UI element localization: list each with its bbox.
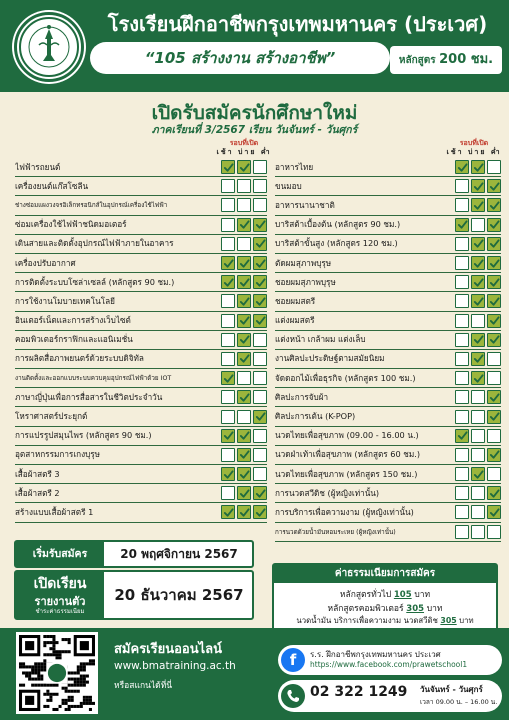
session-checkbox-afternoon (471, 294, 485, 308)
course-row (275, 465, 501, 484)
session-checkbox-afternoon (471, 410, 485, 424)
session-checkboxes (455, 256, 501, 270)
course-row (275, 331, 501, 350)
course-row (15, 388, 267, 407)
session-checkboxes (221, 160, 267, 174)
session-checkbox-evening (487, 448, 501, 462)
session-checkbox-afternoon (471, 352, 485, 366)
session-checkbox-evening (253, 486, 267, 500)
session-checkbox-morning (221, 314, 235, 328)
session-checkbox-evening (487, 390, 501, 404)
course-name: อาหารไทย (275, 161, 314, 172)
session-checkbox-evening (253, 294, 267, 308)
phone-icon (281, 684, 305, 708)
session-checkbox-evening (253, 333, 267, 347)
session-checkboxes (455, 371, 501, 385)
course-name: งานศิลปะประดิษฐ์ตามสมัยนิยม (275, 353, 385, 364)
session-checkboxes (221, 410, 267, 424)
session-checkbox-evening (487, 198, 501, 212)
course-row (15, 273, 267, 292)
office-days: วันจันทร์ - วันศุกร์ (420, 685, 483, 694)
course-list-left (15, 158, 267, 523)
session-checkboxes (221, 429, 267, 443)
course-name: ศิลปะการจับผ้า (275, 391, 329, 402)
session-checkbox-afternoon (237, 448, 251, 462)
phone-number[interactable]: 02 322 1249 (310, 684, 408, 700)
course-name: แต่งหน้า เกล้าผม แต่งเล็บ (275, 334, 366, 345)
session-checkbox-afternoon (237, 486, 251, 500)
session-checkbox-morning (221, 467, 235, 481)
session-checkbox-evening (253, 237, 267, 251)
course-name: โหราศาสตร์ประยุกต์ (15, 411, 88, 422)
session-checkbox-afternoon (471, 371, 485, 385)
course-row (15, 196, 267, 215)
session-checkbox-afternoon (237, 314, 251, 328)
session-checkbox-morning (455, 505, 469, 519)
website-link[interactable]: www.bmatraining.ac.th (114, 660, 236, 672)
session-checkbox-evening (487, 371, 501, 385)
course-row (275, 235, 501, 254)
left-column-header (216, 139, 272, 157)
session-checkbox-morning (455, 448, 469, 462)
course-name: เสื้อผ้าสตรี 3 (15, 468, 60, 479)
course-hours-badge (390, 46, 502, 74)
course-name: การนวดด้วยน้ำมันหอมระเหย (ผู้หญิงเท่านั้น) (275, 528, 396, 536)
session-checkbox-evening (487, 314, 501, 328)
course-row (275, 388, 501, 407)
session-checkbox-evening (253, 256, 267, 270)
session-checkbox-afternoon (471, 525, 485, 539)
session-checkbox-evening (487, 352, 501, 366)
session-checkbox-morning (455, 218, 469, 232)
session-checkbox-afternoon (471, 275, 485, 289)
session-checkbox-evening (253, 352, 267, 366)
session-checkbox-morning (221, 275, 235, 289)
session-checkboxes (221, 256, 267, 270)
session-checkbox-morning (455, 237, 469, 251)
course-row (15, 177, 267, 196)
session-checkbox-afternoon (237, 294, 251, 308)
session-checkbox-evening (253, 160, 267, 174)
office-hours: เวลา 09.00 น. – 16.00 น. (420, 698, 498, 706)
course-name: ชอยผมสตรี (275, 295, 316, 306)
course-name: ศิลปะการเต้น (K-POP) (275, 411, 356, 422)
session-checkbox-morning (455, 198, 469, 212)
session-checkboxes (221, 218, 267, 232)
session-checkboxes (455, 505, 501, 519)
session-checkboxes (221, 371, 267, 385)
session-checkbox-morning (455, 275, 469, 289)
session-checkbox-evening (253, 275, 267, 289)
session-checkbox-afternoon (471, 505, 485, 519)
school-name: โรงเรียนฝึกอาชีพกรุงเทพมหานคร (ประเวศ) (107, 12, 488, 36)
course-name: นวดไทยเพื่อสุขภาพ (หลักสูตร 150 ชม.) (275, 468, 418, 479)
session-checkbox-evening (253, 179, 267, 193)
class-start-label (16, 572, 104, 618)
school-seal-logo (14, 12, 84, 82)
registration-box (14, 540, 254, 568)
session-checkbox-morning (455, 525, 469, 539)
session-checkbox-morning (455, 352, 469, 366)
session-checkbox-afternoon (471, 314, 485, 328)
session-checkboxes (221, 390, 267, 404)
course-row (275, 503, 501, 522)
session-checkbox-evening (487, 237, 501, 251)
course-name: คอมพิวเตอร์กราฟิกและแอนิเมชั่น (15, 334, 133, 345)
session-checkbox-evening (253, 505, 267, 519)
course-name: บาริสต้าขั้นสูง (หลักสูตร 120 ชม.) (275, 238, 398, 249)
qr-code-icon (19, 635, 95, 711)
session-checkboxes (221, 294, 267, 308)
course-row (15, 369, 267, 388)
fee-line-computer: หลักสูตรคอมพิวเตอร์ 305 บาท (327, 604, 443, 614)
session-checkbox-evening (487, 256, 501, 270)
session-checkbox-afternoon (237, 198, 251, 212)
session-checkboxes (221, 275, 267, 289)
session-checkbox-morning (221, 371, 235, 385)
course-name: เดินสายและติดตั้งอุปกรณ์ไฟฟ้าภายในอาคาร (15, 238, 174, 249)
session-checkbox-afternoon (471, 467, 485, 481)
course-row (15, 235, 267, 254)
session-checkbox-evening (253, 314, 267, 328)
course-name: เครื่องปรับอากาศ (15, 257, 76, 268)
session-checkbox-evening (253, 448, 267, 462)
right-column-header (446, 139, 502, 157)
session-checkboxes (221, 237, 267, 251)
course-row (275, 369, 501, 388)
course-name: อินเตอร์เน็ตและการสร้างเว็บไซต์ (15, 315, 131, 326)
session-checkbox-evening (487, 294, 501, 308)
session-checkbox-evening (487, 486, 501, 500)
fee-line-massage: นวดน้ำมัน บริการเพื่อความงาม นวดสวีดิช 305 บาท (296, 616, 474, 625)
session-checkbox-evening (253, 218, 267, 232)
course-name: แต่งผมสตรี (275, 315, 315, 326)
course-row (275, 292, 501, 311)
course-row (275, 484, 501, 503)
session-checkbox-afternoon (471, 237, 485, 251)
facebook-contact[interactable] (278, 645, 502, 675)
course-name: เครื่องยนต์แก๊สโซลีน (15, 180, 89, 191)
course-row (15, 158, 267, 177)
course-name: การผลิตสื่อภาพยนตร์ด้วยระบบดิจิทัล (15, 353, 144, 364)
class-start-box (14, 570, 254, 620)
session-checkbox-afternoon (237, 179, 251, 193)
fees-title: ค่าธรรมเนียมการสมัคร (274, 565, 496, 583)
session-checkbox-evening (487, 525, 501, 539)
session-checkboxes (221, 448, 267, 462)
session-checkbox-evening (487, 218, 501, 232)
class-start-date: 20 ธันวาคม 2567 (114, 586, 244, 604)
session-checkbox-evening (253, 371, 267, 385)
session-checkboxes (455, 160, 501, 174)
course-name: จัดดอกไม้เพื่อธุรกิจ (หลักสูตร 100 ชม.) (275, 372, 416, 383)
course-name: การใช้งานโมบายเทคโนโลยี (15, 295, 115, 306)
course-name: นวดไทยเพื่อสุขภาพ (09.00 - 16.00 น.) (275, 430, 419, 441)
course-row (15, 446, 267, 465)
course-name: ช่างซ่อมแผงวงจรอิเล็กทรอนิกส์ในอุปกรณ์เครื่องใช้ไฟฟ้า (15, 202, 168, 210)
session-checkbox-evening (253, 410, 267, 424)
course-name: ภาษาญี่ปุ่นเพื่อการสื่อสารในชีวิตประจำวัน (15, 391, 163, 402)
course-row (275, 312, 501, 331)
session-checkboxes (455, 294, 501, 308)
course-row (275, 158, 501, 177)
fees-box (272, 563, 498, 633)
course-row (15, 331, 267, 350)
session-checkbox-morning (455, 371, 469, 385)
course-row (15, 407, 267, 426)
course-row (15, 312, 267, 331)
session-checkbox-afternoon (471, 448, 485, 462)
course-row (15, 465, 267, 484)
course-name: การบริการเพื่อความงาม (ผู้หญิงเท่านั้น) (275, 506, 414, 517)
course-row (275, 427, 501, 446)
session-checkboxes (221, 198, 267, 212)
session-checkboxes (221, 505, 267, 519)
session-checkbox-evening (487, 410, 501, 424)
hours-value: 200 ชม. (439, 52, 494, 67)
session-checkbox-afternoon (237, 371, 251, 385)
slogan-banner: “105 สร้างงาน สร้างอาชีพ” (90, 42, 390, 74)
course-row (275, 177, 501, 196)
session-checkbox-morning (455, 179, 469, 193)
session-checkboxes (455, 486, 501, 500)
course-name: การติดตั้งระบบโซล่าเซลล์ (หลักสูตร 90 ชม.) (15, 276, 175, 287)
session-checkbox-morning (221, 198, 235, 212)
session-checkbox-morning (221, 256, 235, 270)
qr-code[interactable] (16, 632, 98, 714)
session-checkbox-afternoon (471, 179, 485, 193)
course-row (275, 407, 501, 426)
session-checkbox-morning (221, 505, 235, 519)
session-checkbox-afternoon (237, 237, 251, 251)
slots-label: เช้า บ่าย ค่ำ (446, 148, 502, 156)
session-checkbox-morning (455, 467, 469, 481)
session-checkbox-afternoon (471, 429, 485, 443)
session-checkboxes (221, 352, 267, 366)
course-name: อาหารนานาชาติ (275, 199, 335, 210)
registration-date: 20 พฤศจิกายน 2567 (120, 547, 238, 561)
session-checkboxes (455, 352, 501, 366)
session-checkbox-morning (221, 237, 235, 251)
session-checkboxes (455, 429, 501, 443)
session-checkbox-afternoon (471, 218, 485, 232)
session-checkboxes (455, 467, 501, 481)
session-checkbox-evening (253, 467, 267, 481)
scan-text: หรือสแกนได้ที่นี่ (114, 681, 173, 691)
session-checkboxes (221, 179, 267, 193)
session-checkbox-morning (455, 333, 469, 347)
session-checkboxes (455, 410, 501, 424)
session-checkboxes (221, 333, 267, 347)
session-checkboxes (455, 198, 501, 212)
course-name: ไฟฟ้ารถยนต์ (15, 161, 61, 172)
course-name: การนวดสวีดิช (ผู้หญิงเท่านั้น) (275, 487, 380, 498)
session-checkboxes (455, 275, 501, 289)
course-row (15, 427, 267, 446)
course-name: อุตสาหกรรมการเกงบุรุษ (15, 449, 101, 460)
session-checkbox-evening (487, 160, 501, 174)
course-name: งานติดตั้งและออกแบบระบบควบคุมอุปกรณ์ไฟฟ้าด้วย IOT (15, 375, 172, 383)
term-subtitle: ภาคเรียนที่ 3/2567 เรียน วันจันทร์ - วันศุกร์ (151, 124, 358, 136)
course-row (15, 484, 267, 503)
session-checkboxes (455, 218, 501, 232)
session-checkbox-morning (455, 256, 469, 270)
session-checkbox-afternoon (471, 390, 485, 404)
course-list-right (275, 158, 501, 542)
session-checkbox-evening (487, 275, 501, 289)
class-start-label-1: เปิดเรียน (33, 576, 87, 592)
facebook-page-name: ร.ร. ฝึกอาชีพกรุงเทพมหานคร ประเวศ (310, 650, 441, 659)
session-checkbox-afternoon (471, 256, 485, 270)
session-checkbox-afternoon (471, 198, 485, 212)
class-start-label-3: ชำระค่าธรรมเนียม (35, 608, 85, 615)
session-checkboxes (455, 448, 501, 462)
session-checkbox-evening (487, 467, 501, 481)
session-checkbox-morning (221, 218, 235, 232)
course-row (15, 503, 267, 522)
registration-label: เริ่มรับสมัคร (16, 542, 104, 566)
session-checkboxes (455, 179, 501, 193)
session-checkbox-afternoon (237, 390, 251, 404)
session-checkbox-afternoon (237, 256, 251, 270)
session-checkbox-morning (221, 429, 235, 443)
session-checkbox-morning (455, 294, 469, 308)
session-checkbox-afternoon (237, 429, 251, 443)
course-row (275, 273, 501, 292)
session-checkbox-evening (487, 179, 501, 193)
session-checkbox-afternoon (237, 218, 251, 232)
course-name: ซ่อมเครื่องใช้ไฟฟ้าชนิดมอเตอร์ (15, 219, 127, 230)
session-checkbox-afternoon (237, 275, 251, 289)
session-checkbox-evening (487, 333, 501, 347)
session-checkbox-morning (221, 486, 235, 500)
seal-icon (17, 15, 81, 79)
session-checkbox-afternoon (237, 333, 251, 347)
course-name: นวดฝ่าเท้าเพื่อสุขภาพ (หลักสูตร 60 ชม.) (275, 449, 421, 460)
session-checkboxes (455, 237, 501, 251)
course-row (15, 292, 267, 311)
hours-label: หลักสูตร (398, 55, 436, 66)
course-row (15, 350, 267, 369)
course-row (15, 254, 267, 273)
session-checkbox-evening (253, 198, 267, 212)
session-checkbox-afternoon (471, 486, 485, 500)
session-checkbox-afternoon (237, 352, 251, 366)
course-row (275, 523, 501, 542)
session-checkbox-evening (253, 390, 267, 404)
session-checkboxes (455, 390, 501, 404)
session-checkboxes (455, 314, 501, 328)
course-row (275, 254, 501, 273)
session-checkbox-morning (455, 410, 469, 424)
session-checkbox-afternoon (237, 410, 251, 424)
session-checkbox-morning (455, 390, 469, 404)
session-checkbox-afternoon (471, 160, 485, 174)
fee-line-general: หลักสูตรทั่วไป 105 บาท (339, 590, 431, 600)
session-checkbox-morning (221, 410, 235, 424)
session-checkbox-morning (221, 333, 235, 347)
page-title: เปิดรับสมัครนักศึกษาใหม่ (151, 102, 358, 124)
course-row (275, 350, 501, 369)
session-checkbox-morning (455, 160, 469, 174)
course-name: บาริสต้าเบื้องต้น (หลักสูตร 90 ชม.) (275, 219, 401, 230)
session-checkbox-morning (455, 486, 469, 500)
session-checkbox-morning (221, 160, 235, 174)
session-checkboxes (455, 525, 501, 539)
session-checkbox-afternoon (237, 160, 251, 174)
course-row (275, 446, 501, 465)
course-row (275, 196, 501, 215)
session-checkboxes (221, 486, 267, 500)
session-checkbox-morning (455, 429, 469, 443)
session-checkbox-afternoon (471, 333, 485, 347)
online-registration-title: สมัครเรียนออนไลน์ (114, 642, 223, 657)
session-checkbox-morning (221, 390, 235, 404)
session-checkbox-morning (221, 179, 235, 193)
session-checkbox-morning (221, 294, 235, 308)
session-checkbox-morning (221, 352, 235, 366)
session-checkbox-evening (487, 505, 501, 519)
course-name: ชอยผมสุภาพบุรุษ (275, 276, 336, 287)
course-name: การแปรรูปสมุนไพร (หลักสูตร 90 ชม.) (15, 430, 152, 441)
course-name: เสื้อผ้าสตรี 2 (15, 487, 60, 498)
slots-label: เช้า บ่าย ค่ำ (216, 148, 272, 156)
phone-contact[interactable] (278, 680, 502, 712)
course-name: สร้างแบบเสื้อผ้าสตรี 1 (15, 506, 94, 517)
session-checkbox-afternoon (237, 505, 251, 519)
header (0, 0, 509, 92)
rounds-label: รอบที่เปิด (459, 139, 489, 147)
class-start-label-2: รายงานตัว (34, 595, 86, 608)
course-name: ขนมอบ (275, 180, 302, 191)
session-checkbox-afternoon (237, 467, 251, 481)
session-checkboxes (221, 314, 267, 328)
rounds-label: รอบที่เปิด (229, 139, 259, 147)
session-checkboxes (221, 467, 267, 481)
facebook-icon: f (281, 648, 305, 672)
session-checkbox-morning (455, 314, 469, 328)
course-row (15, 216, 267, 235)
course-name: ตัดผมสุภาพบุรุษ (275, 257, 332, 268)
session-checkbox-evening (487, 429, 501, 443)
facebook-url[interactable]: https://www.facebook.com/prawetschool1 (310, 660, 468, 669)
session-checkbox-evening (253, 429, 267, 443)
session-checkbox-morning (221, 448, 235, 462)
course-row (275, 216, 501, 235)
session-checkboxes (455, 333, 501, 347)
